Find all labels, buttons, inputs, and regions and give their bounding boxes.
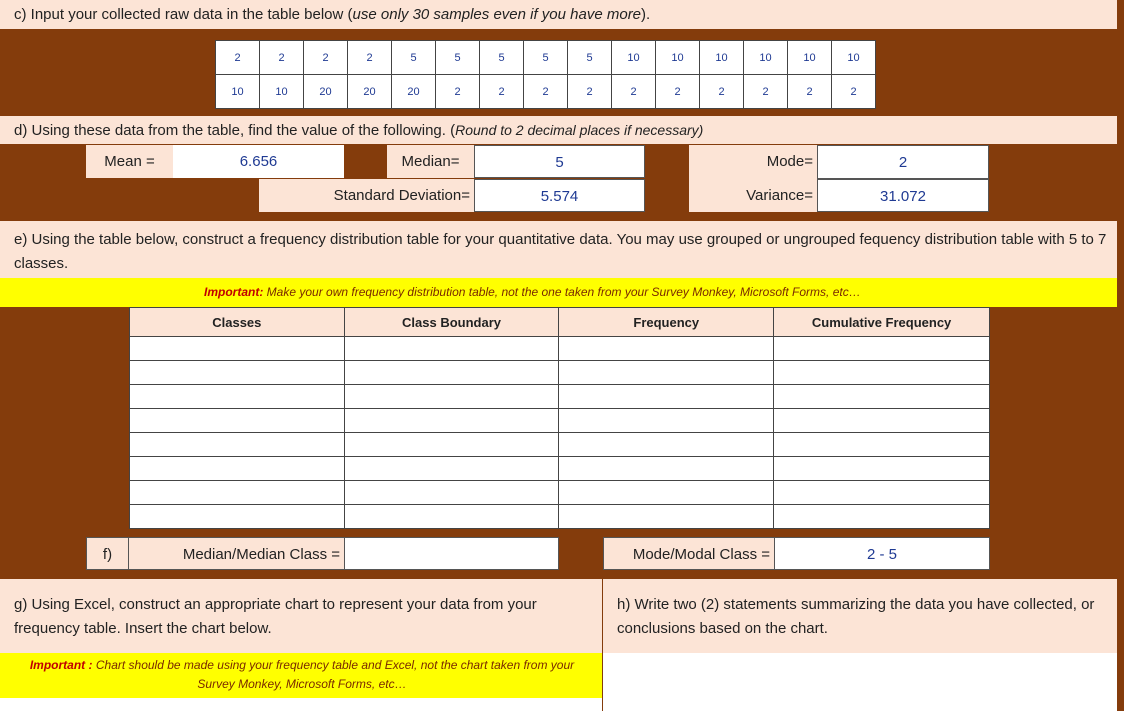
mean-label: Mean = <box>86 145 173 178</box>
header-cumulative-frequency: Cumulative Frequency <box>774 308 990 337</box>
section-e-instructions: e) Using the table below, construct a frequency distribution table for your quantitative data. You may use grouped or ungrouped fequency distribution table with 5 to 7 classes. <box>0 221 1117 278</box>
table-cell[interactable] <box>130 409 345 433</box>
table-cell[interactable] <box>130 433 345 457</box>
table-cell[interactable] <box>774 505 990 529</box>
section-c-italic: use only 30 samples even if you have more <box>352 6 642 23</box>
table-cell[interactable] <box>130 457 345 481</box>
table-cell[interactable] <box>559 385 774 409</box>
table-cell[interactable] <box>774 361 990 385</box>
raw-data-cell[interactable]: 10 <box>216 75 260 109</box>
raw-data-cell[interactable]: 10 <box>700 41 744 75</box>
raw-data-cell[interactable]: 5 <box>436 41 480 75</box>
table-cell[interactable] <box>559 481 774 505</box>
header-classes: Classes <box>130 308 345 337</box>
table-cell[interactable] <box>774 433 990 457</box>
table-cell[interactable] <box>559 337 774 361</box>
table-row <box>130 481 990 505</box>
table-cell[interactable] <box>774 457 990 481</box>
raw-data-cell[interactable]: 2 <box>480 75 524 109</box>
table-cell[interactable] <box>559 409 774 433</box>
raw-data-cell[interactable]: 20 <box>348 75 392 109</box>
table-row <box>130 457 990 481</box>
raw-data-cell[interactable]: 10 <box>260 75 304 109</box>
raw-data-cell[interactable]: 10 <box>832 41 876 75</box>
header-class-boundary: Class Boundary <box>344 308 559 337</box>
variance-value[interactable]: 31.072 <box>817 179 989 212</box>
important-label: Important: <box>204 285 264 299</box>
table-row <box>130 409 990 433</box>
median-class-label: Median/Median Class = <box>129 537 344 570</box>
table-cell[interactable] <box>344 361 559 385</box>
raw-data-row <box>216 41 876 75</box>
section-g-important-text: Chart should be made using your frequency table and Excel, not the chart taken from your Survey Monkey, Microsoft Forms, etc… <box>95 658 575 691</box>
table-cell[interactable] <box>130 481 345 505</box>
section-d-italic: Round to 2 decimal places if necessary) <box>455 122 704 138</box>
table-row <box>130 385 990 409</box>
frequency-table <box>129 307 990 529</box>
table-cell[interactable] <box>130 361 345 385</box>
raw-data-cell[interactable]: 10 <box>612 41 656 75</box>
table-cell[interactable] <box>344 505 559 529</box>
raw-data-cell[interactable]: 2 <box>304 41 348 75</box>
table-cell[interactable] <box>344 337 559 361</box>
raw-data-cell[interactable]: 10 <box>788 41 832 75</box>
frequency-table-header <box>130 308 990 337</box>
raw-data-cell[interactable]: 2 <box>788 75 832 109</box>
section-f-label: f) <box>86 537 129 570</box>
median-label: Median= <box>387 145 474 178</box>
table-cell[interactable] <box>559 433 774 457</box>
section-g-important-label: Important : <box>29 658 93 672</box>
raw-data-cell[interactable]: 2 <box>656 75 700 109</box>
raw-data-row <box>216 75 876 109</box>
raw-data-cell[interactable]: 2 <box>260 41 304 75</box>
table-cell[interactable] <box>130 337 345 361</box>
section-g-instructions: g) Using Excel, construct an appropriate chart to represent your data from your frequency table. Insert the chart below. <box>0 579 602 653</box>
raw-data-cell[interactable]: 2 <box>436 75 480 109</box>
raw-data-cell[interactable]: 2 <box>216 41 260 75</box>
important-text: Make your own frequency distribution table, not the one taken from your Survey Monkey, Microsoft Forms, etc… <box>266 285 861 299</box>
table-cell[interactable] <box>559 361 774 385</box>
raw-data-cell[interactable]: 2 <box>524 75 568 109</box>
table-cell[interactable] <box>130 505 345 529</box>
raw-data-cell[interactable]: 20 <box>304 75 348 109</box>
raw-data-table <box>215 40 876 109</box>
sd-label: Standard Deviation= <box>259 179 474 212</box>
table-cell[interactable] <box>344 433 559 457</box>
section-d-text: d) Using these data from the table, find the value of the following. ( <box>14 122 456 139</box>
median-class-value[interactable] <box>344 537 559 570</box>
modal-class-label: Mode/Modal Class = <box>603 537 774 570</box>
table-cell[interactable] <box>130 385 345 409</box>
section-c-instructions <box>0 0 1117 29</box>
summary-area[interactable] <box>603 653 1117 711</box>
table-cell[interactable] <box>774 481 990 505</box>
mode-label: Mode= <box>689 145 817 179</box>
raw-data-cell[interactable]: 2 <box>700 75 744 109</box>
raw-data-cell[interactable]: 2 <box>568 75 612 109</box>
table-cell[interactable] <box>774 385 990 409</box>
table-cell[interactable] <box>344 385 559 409</box>
raw-data-cell[interactable]: 5 <box>568 41 612 75</box>
table-row <box>130 505 990 529</box>
sd-value[interactable]: 5.574 <box>474 179 645 212</box>
table-cell[interactable] <box>559 505 774 529</box>
section-c-text: c) Input your collected raw data in the table below ( <box>14 6 353 23</box>
raw-data-cell[interactable]: 10 <box>744 41 788 75</box>
median-value[interactable]: 5 <box>474 145 645 178</box>
table-row <box>130 361 990 385</box>
section-e-important-banner <box>0 278 1117 307</box>
raw-data-cell[interactable]: 20 <box>392 75 436 109</box>
modal-class-value[interactable]: 2 - 5 <box>774 537 990 570</box>
chart-area[interactable] <box>0 698 602 711</box>
table-cell[interactable] <box>344 457 559 481</box>
mean-value[interactable]: 6.656 <box>173 145 344 178</box>
section-c-tail: ). <box>641 6 651 23</box>
section-g-important-banner <box>0 653 602 698</box>
table-cell[interactable] <box>344 409 559 433</box>
variance-label: Variance= <box>689 179 817 212</box>
raw-data-cell[interactable]: 5 <box>392 41 436 75</box>
table-row <box>130 433 990 457</box>
raw-data-cell[interactable]: 2 <box>832 75 876 109</box>
table-cell[interactable] <box>774 409 990 433</box>
raw-data-cell[interactable]: 5 <box>524 41 568 75</box>
table-cell[interactable] <box>774 337 990 361</box>
table-row <box>130 337 990 361</box>
mode-value[interactable]: 2 <box>817 145 989 179</box>
section-h-instructions: h) Write two (2) statements summarizing the data you have collected, or conclusions based on the chart. <box>603 579 1117 653</box>
section-d-instructions <box>0 116 1117 144</box>
table-cell[interactable] <box>344 481 559 505</box>
table-cell[interactable] <box>559 457 774 481</box>
raw-data-cell[interactable]: 2 <box>744 75 788 109</box>
raw-data-cell[interactable]: 10 <box>656 41 700 75</box>
raw-data-cell[interactable]: 2 <box>348 41 392 75</box>
raw-data-cell[interactable]: 2 <box>612 75 656 109</box>
header-frequency: Frequency <box>559 308 774 337</box>
raw-data-cell[interactable]: 5 <box>480 41 524 75</box>
